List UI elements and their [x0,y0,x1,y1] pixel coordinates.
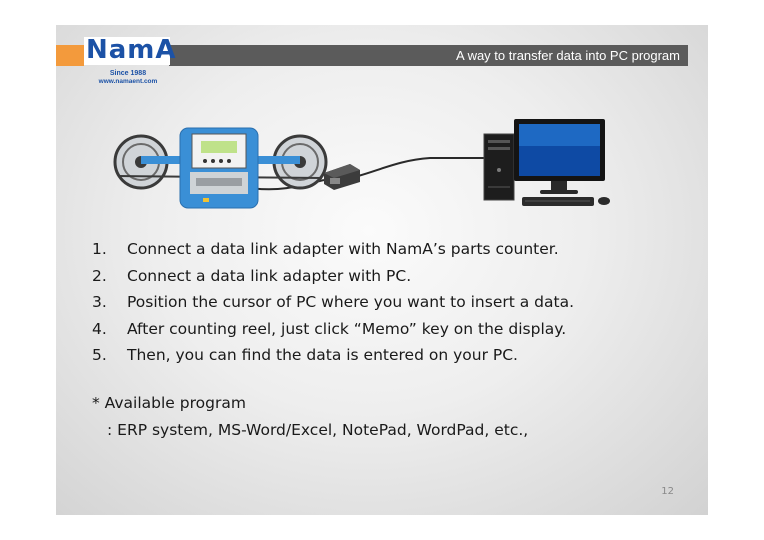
logo-url-text: www.namaent.com [98,78,158,85]
logo-since-text: Since 1988 [109,70,147,77]
parts-counter-image [115,128,326,208]
list-item: 1. Connect a data link adapter with NamA’s parts counter. [92,240,559,258]
keyboard-image [522,197,594,206]
note-body: : ERP system, MS-Word/Excel, NotePad, WordPad, etc., [107,421,529,439]
monitor-image [514,119,605,194]
mouse-image [598,197,610,205]
list-item: 5. Then, you can find the data is entered on your PC. [92,346,518,364]
slide-title: A way to transfer data into PC program [169,45,688,66]
steps-list [92,236,574,369]
page-number: 12 [661,486,674,497]
list-item: 4. After counting reel, just click “Memo” key on the display. [92,319,567,338]
pc-tower-image [484,134,514,200]
cable [358,158,487,176]
list-item: 2. Connect a data link adapter with PC. [92,266,412,285]
note-title: * Available program [92,394,246,412]
data-link-adapter-image [324,164,360,190]
list-item: 3. Position the cursor of PC where you want to insert a data. [92,293,574,311]
company-logo: NamA [86,35,177,65]
